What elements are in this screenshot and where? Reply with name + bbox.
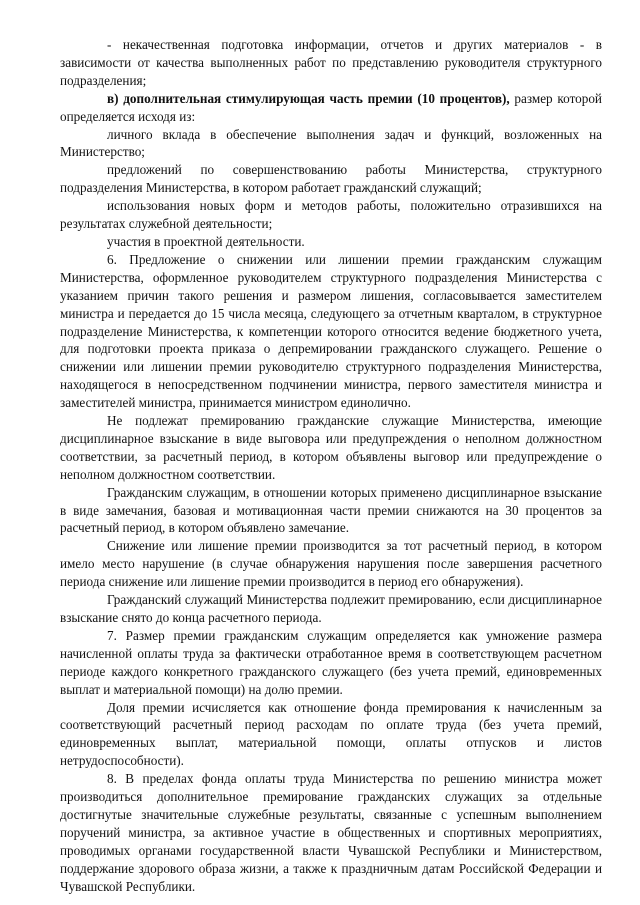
paragraph-item-8: 8. В пределах фонда оплаты труда Министерства по решению министра может производиться дополнительное премирование гражданских служащих за отдельные достигнутые значительные служебные результаты, связанные с успешным выполнением поручений министра, за активное участие в общественных и спортивных мероприятиях, проводимых органами государственной власти Чувашской Республики и Министерством, поддержание здорового образа жизни, а также к праздничным датам Российской Федерации и Чувашской Республики. <box>60 771 602 894</box>
paragraph-reprimand-reduction: Гражданским служащим, в отношении которых применено дисциплинарное взыскание в виде замечания, базовая и мотивационная части премии снижаются на 30 процентов за расчетный период, в котором объявлено замечание. <box>60 484 602 536</box>
paragraph-improvement-proposals: предложений по совершенствованию работы Министерства, структурного подразделения Министерства, в котором работает гражданский служащий; <box>60 162 602 196</box>
paragraph-item-6: 6. Предложение о снижении или лишении премии гражданским служащим Министерства, оформленное руководителем структурного подразделения Министерства с указанием причин такого решения и размером лишения, согласовывается заместителем министра и передается до 15 числа месяца, следующего за отчетным кварталом, в структурное подразделение Министерства, к компетенции которого относится ведение бюджетного учета, для подготовки проекта приказа о депремировании гражданского служащего. Решение о снижении или лишении премии руководителю структурного подразделения Министерства, находящегося в непосредственном подчинении министра, первого заместителя министра и заместителей министра, принимается министром единолично. <box>60 251 602 411</box>
additional-bonus-heading: в) дополнительная стимулирующая часть премии (10 процентов), <box>107 90 510 106</box>
paragraph-reduction-period: Снижение или лишение премии производится за тот расчетный период, в котором имело место нарушение (в случае обнаружения нарушения после завершения расчетного периода снижение или лишение премии производится в период его обнаружения). <box>60 538 602 590</box>
paragraph-bonus-share: Доля премии исчисляется как отношение фонда премирования к начисленным за соответствующий расчетный период расходам по оплате труда (без учета премий, единовременных выплат, материальной помощи, оплаты отпусков и листов нетрудоспособности). <box>60 699 602 769</box>
additional-bonus-text: размер которой определяется исходя из: <box>60 90 602 124</box>
paragraph-new-methods: использования новых форм и методов работы, положительно отразившихся на результатах служебной деятельности; <box>60 198 602 232</box>
paragraph-project-activity: участия в проектной деятельности. <box>107 233 305 249</box>
paragraph-personal-contribution: личного вклада в обеспечение выполнения задач и функций, возложенных на Министерство; <box>60 126 602 160</box>
paragraph-penalty-lifted: Гражданский служащий Министерства подлежит премированию, если дисциплинарное взыскание снято до конца расчетного периода. <box>60 592 602 625</box>
paragraph-additional-bonus <box>60 90 602 126</box>
paragraph-not-eligible: Не подлежат премированию гражданские служащие Министерства, имеющие дисциплинарное взыскание в виде выговора или предупреждения о неполном должностном соответствии, за расчетный период, в котором объявлены выговор или предупреждение о неполном должностном соответствии. <box>60 413 602 482</box>
paragraph-item-7: 7. Размер премии гражданским служащим определяется как умножение размера начисленной оплаты труда за фактически отработанное время в соответствующем расчетном периоде каждого конкретного гражданского служащего (без учета премий, единовременных выплат и материальной помощи) на долю премии. <box>60 627 602 697</box>
paragraph-poor-preparation: - некачественная подготовка информации, отчетов и других материалов - в зависимости от качества выполненных работ по представлению руководителя структурного подразделения; <box>60 37 602 88</box>
